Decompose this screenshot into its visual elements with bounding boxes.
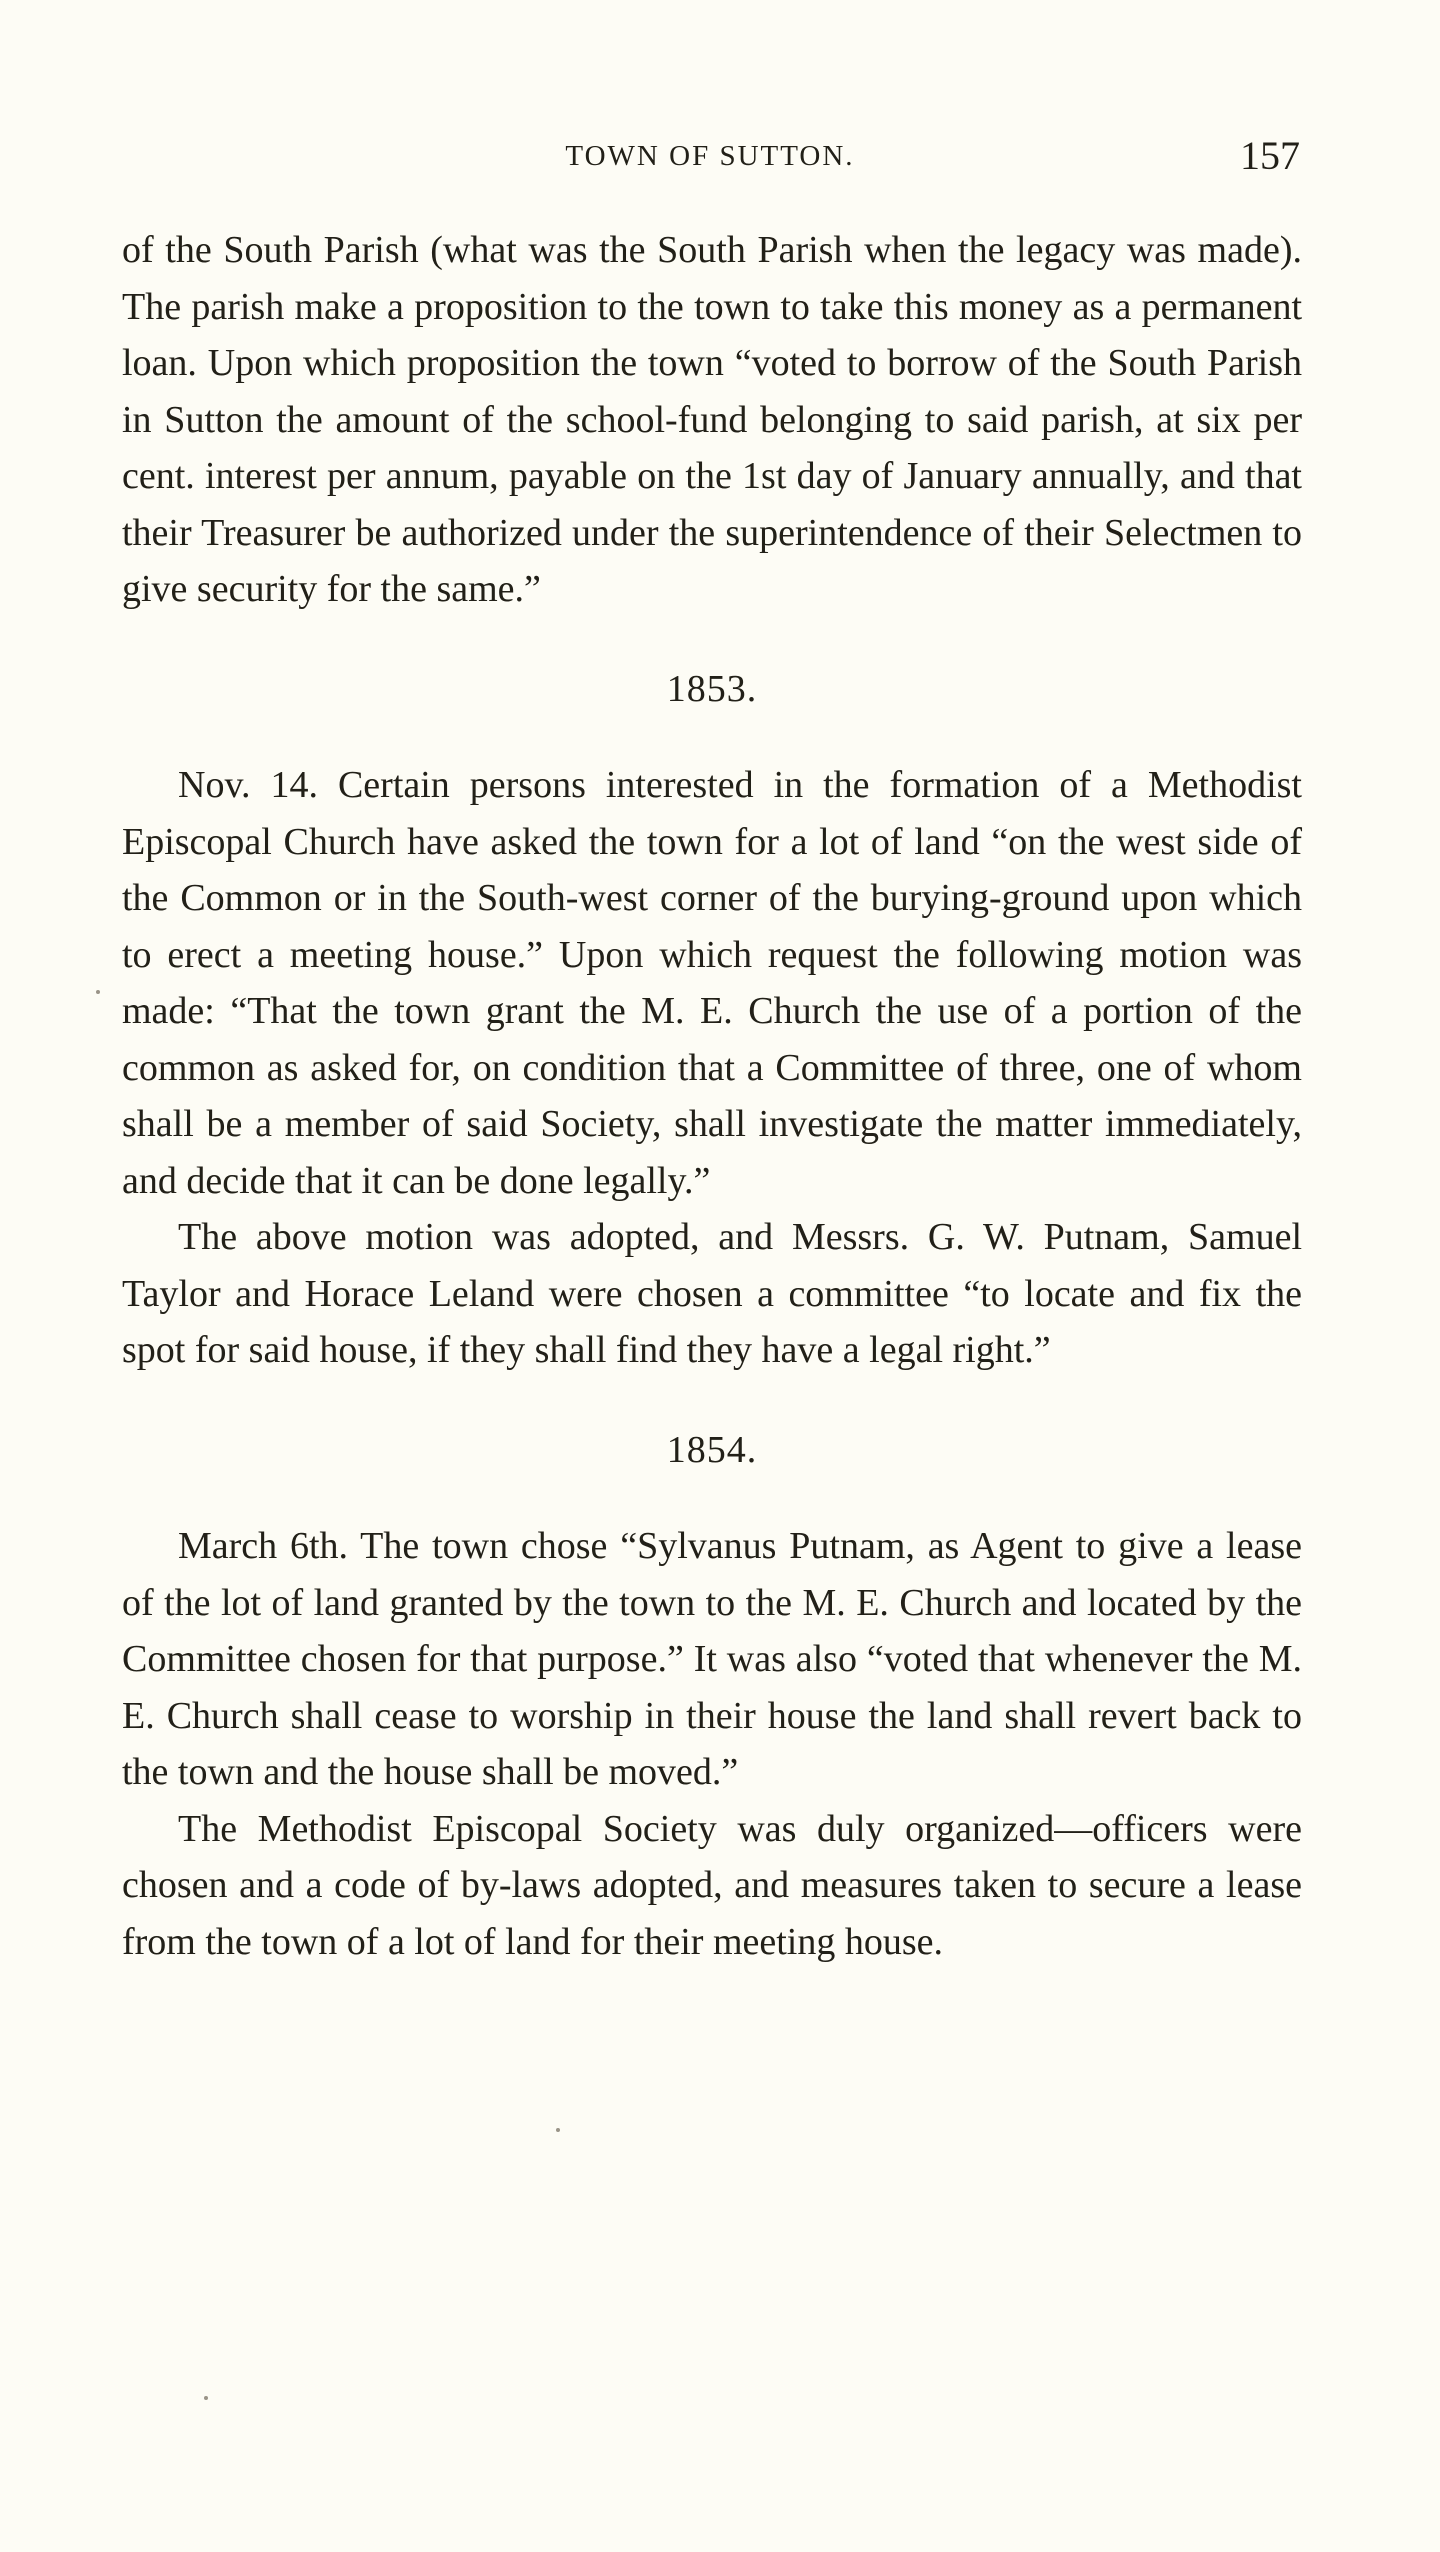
- paper-speck: [556, 2128, 560, 2132]
- page-number: 157: [1240, 133, 1300, 178]
- paragraph-society-organized: The Methodist Episcopal Society was duly organized—officers were chosen and a code of by-laws adopted, and measures taken to secure a lease from the town of a lot of land for their meeting house.: [122, 1807, 1302, 1963]
- paragraph-motion-adopted: The above motion was adopted, and Messrs. G. W. Putnam, Samuel Taylor and Horace Leland were chosen a committee “to locate and fix the spot for said house, if they shall find they have a legal right.”: [122, 1216, 1302, 1371]
- running-title: TOWN OF SUTTON.: [565, 140, 855, 172]
- running-head: [120, 132, 1300, 182]
- body-text: [122, 222, 1302, 1970]
- year-heading-1854: 1854.: [666, 1428, 758, 1471]
- paper-speck: [96, 990, 100, 994]
- year-heading-1853: 1853.: [666, 667, 758, 710]
- paragraph-continuation: of the South Parish (what was the South Parish when the legacy was made). The parish make a proposition to the town to take this money as a permanent loan. Upon which proposition the town “voted to borrow of the South Parish in Sutton the amount of the school-fund belonging to said parish, at six per cent. interest per annum, payable on the 1st day of January annually, and that their Treasurer be authorized under the superintendence of their Selectmen to give security for the same.”: [122, 229, 1302, 610]
- paragraph-march-6th: March 6th. The town chose “Sylvanus Putnam, as Agent to give a lease of the lot of land granted by the town to the M. E. Church and located by the Committee chosen for that purpose.” It was also “voted that whenever the M. E. Church shall cease to worship in their house the land shall revert back to the town and the house shall be moved.”: [122, 1525, 1302, 1793]
- paper-speck: [204, 2396, 208, 2400]
- paragraph-nov-14: Nov. 14. Certain persons interested in the formation of a Methodist Episcopal Church have asked the town for a lot of land “on the west side of the Common or in the South-west corner of the burying-ground upon which to erect a meeting house.” Upon which request the following motion was made: “That the town grant the M. E. Church the use of a portion of the common as asked for, on condition that a Committee of three, one of whom shall be a member of said Society, shall investigate the matter immediately, and decide that it can be done legally.”: [122, 764, 1302, 1202]
